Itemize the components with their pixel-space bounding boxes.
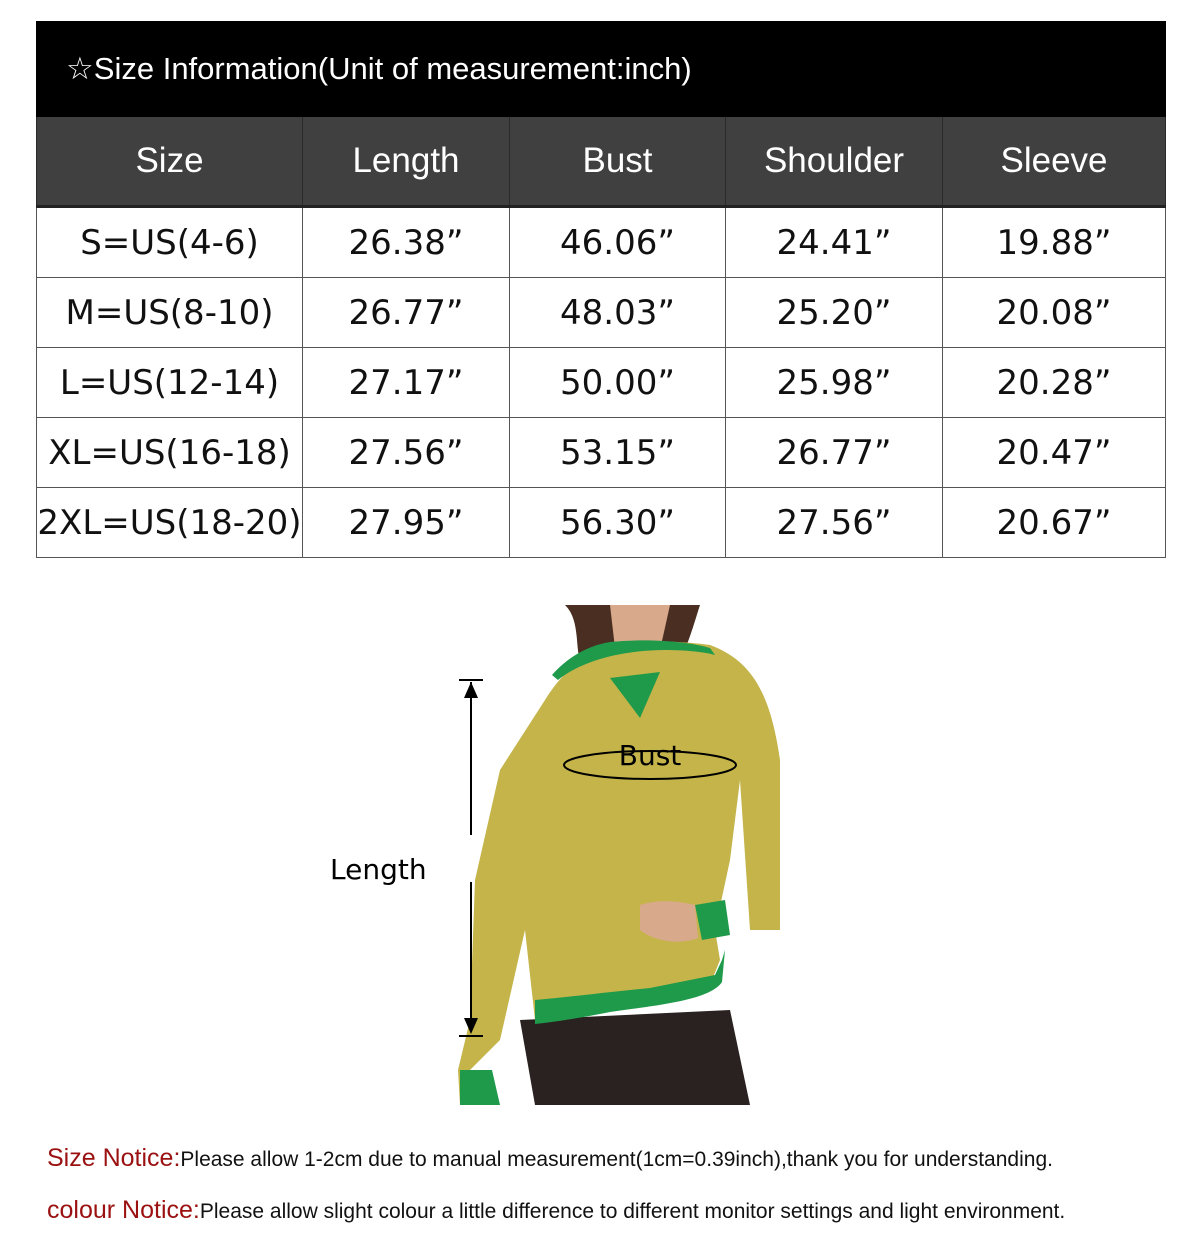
colour-notice-text: Please allow slight colour a little difference to different monitor settings and light environment.	[199, 1200, 1066, 1223]
measurement-figure	[310, 600, 780, 1110]
sweatshirt-cuff-left	[460, 1070, 500, 1105]
length-arrowhead-top	[464, 682, 478, 698]
header-bust: Bust	[510, 117, 726, 207]
cell-length: 27.56”	[303, 418, 510, 488]
cell-size: XL=US(16-18)	[37, 418, 303, 488]
table-row	[37, 207, 1166, 278]
bust-label: Bust	[618, 739, 682, 772]
header-length: Length	[303, 117, 510, 207]
colour-notice	[47, 1196, 1065, 1225]
table-row	[37, 348, 1166, 418]
cell-length: 27.95”	[303, 488, 510, 558]
table-row	[37, 488, 1166, 558]
size-notice-label: Size Notice:	[47, 1144, 181, 1172]
cell-size: 2XL=US(18-20)	[37, 488, 303, 558]
cell-sleeve: 20.47”	[943, 418, 1166, 488]
size-notice-text: Please allow 1-2cm due to manual measurement(1cm=0.39inch),thank you for understanding.	[180, 1148, 1053, 1171]
cell-bust: 56.30”	[510, 488, 726, 558]
cell-length: 27.17”	[303, 348, 510, 418]
size-info-title-bar	[36, 21, 1166, 117]
cell-sleeve: 20.28”	[943, 348, 1166, 418]
cell-bust: 53.15”	[510, 418, 726, 488]
header-sleeve: Sleeve	[943, 117, 1166, 207]
cell-bust: 46.06”	[510, 207, 726, 278]
cell-sleeve: 20.08”	[943, 278, 1166, 348]
size-notice	[47, 1144, 1053, 1173]
cell-length: 26.38”	[303, 207, 510, 278]
sweatshirt-illustration	[310, 600, 780, 1110]
cell-bust: 50.00”	[510, 348, 726, 418]
cell-shoulder: 26.77”	[726, 418, 943, 488]
cell-size: M=US(8-10)	[37, 278, 303, 348]
cell-size: L=US(12-14)	[37, 348, 303, 418]
cell-shoulder: 25.98”	[726, 348, 943, 418]
header-shoulder: Shoulder	[726, 117, 943, 207]
cell-sleeve: 20.67”	[943, 488, 1166, 558]
header-size: Size	[37, 117, 303, 207]
cell-size: S=US(4-6)	[37, 207, 303, 278]
cell-shoulder: 25.20”	[726, 278, 943, 348]
colour-notice-label: colour Notice:	[47, 1196, 200, 1224]
size-chart-table	[36, 117, 1166, 558]
size-info-title: ☆Size Information(Unit of measurement:inch)	[66, 51, 692, 86]
cell-shoulder: 27.56”	[726, 488, 943, 558]
cell-length: 26.77”	[303, 278, 510, 348]
cell-bust: 48.03”	[510, 278, 726, 348]
cell-sleeve: 19.88”	[943, 207, 1166, 278]
table-row	[37, 278, 1166, 348]
model-pants	[520, 1010, 750, 1105]
table-header-row	[37, 117, 1166, 207]
table-row	[37, 418, 1166, 488]
length-label: Length	[330, 853, 427, 886]
cell-shoulder: 24.41”	[726, 207, 943, 278]
